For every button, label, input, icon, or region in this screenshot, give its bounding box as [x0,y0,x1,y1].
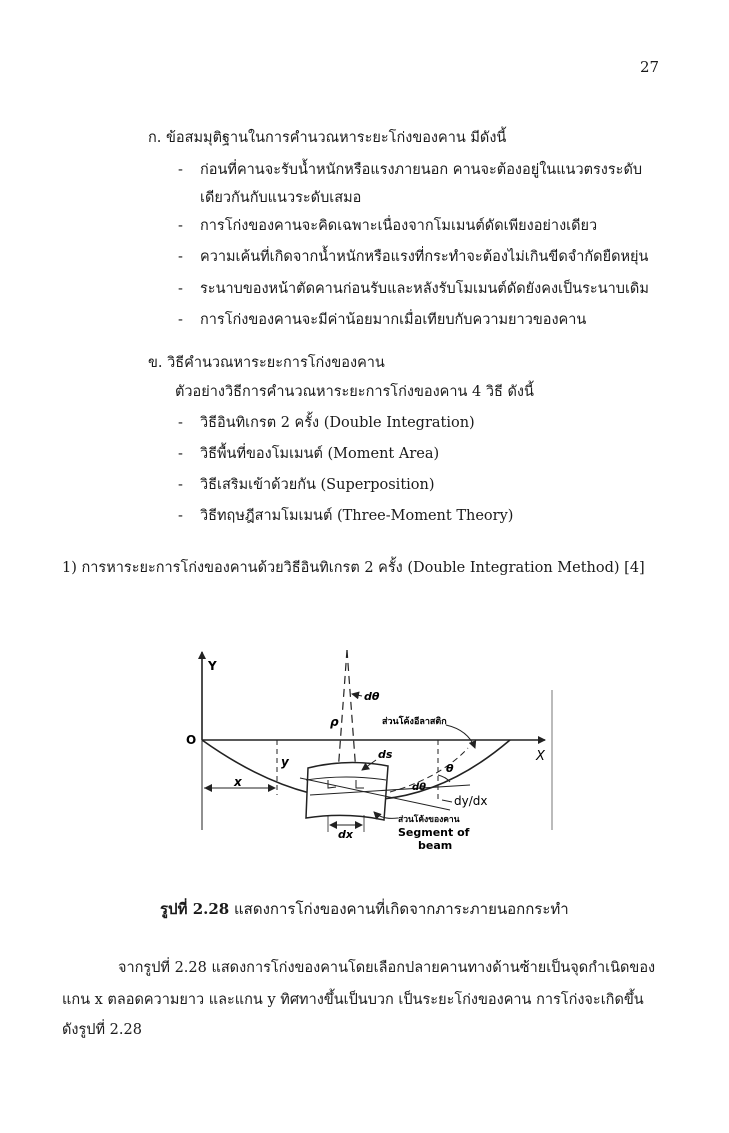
list-item-text: การโก่งของคานจะมีค่าน้อยมากเมื่อเทียบกับความยาวของคาน [200,312,587,328]
method-text: วิธีอินทิเกรต 2 ครั้ง (Double Integration) [200,415,475,431]
theta-label: θ [446,762,454,775]
method-item [178,506,513,526]
bullet-dash: - [178,477,183,493]
bullet-dash: - [178,281,183,297]
method-text: วิธีเสริมเข้าด้วยกัน (Superposition) [200,477,435,493]
list-item-text: ระนาบของหน้าตัดคานก่อนรับและหลังรับโมเมนต์ดัดยังคงเป็นระนาบเดิม [200,281,649,297]
dtheta-mid-label: dθ [412,782,427,793]
beam-deflection-diagram [150,640,570,855]
section-b-intro: ตัวอย่างวิธีการคำนวณหาระยะการโก่งของคาน 4 วิธี ดังนี้ [175,384,534,400]
method-item [178,444,439,464]
method-item [178,413,475,433]
paragraph-line-1: จากรูปที่ 2.28 แสดงการโก่งของคานโดยเลือกปลายคานทางด้านซ้ายเป็นจุดกำเนิดของ [118,960,656,976]
beam-deflection-figure [150,640,570,855]
elastic-curve-callout [446,725,475,748]
dtheta-top-arrow [352,694,362,696]
figure-caption-label: รูปที่ 2.28 [160,900,230,918]
bullet-dash: - [178,162,183,178]
page-number: 27 [640,58,660,76]
section-a-heading: ก. ข้อสมมุติฐานในการคำนวณหาระยะโก่งของคาน มีดังนี้ [148,130,507,146]
bullet-dash: - [178,446,183,462]
list-item [178,216,597,236]
paragraph-line-3: ดังรูปที่ 2.28 [62,1022,142,1038]
list-item-text: ก่อนที่คานจะรับน้ำหนักหรือแรงภายนอก คานจะต้องอยู่ในแนวตรงระดับ [200,162,643,178]
segment-en-label-2: beam [418,839,453,852]
list-item-text: การโก่งของคานจะคิดเฉพาะเนื่องจากโมเมนต์ดัดเพียงอย่างเดียว [200,218,598,234]
section-b-heading: ข. วิธีคำนวณหาระยะการโก่งของคาน [148,355,385,371]
bullet-dash: - [178,508,183,524]
elastic-curve-label: ส่วนโค้งอีลาสติก [382,717,447,727]
method-text: วิธีพื้นที่ของโมเมนต์ (Moment Area) [200,446,440,462]
y-dimension-label: y [281,755,289,769]
list-item [178,310,586,330]
slope-leader [442,800,452,802]
list-item [178,247,648,267]
paragraph-line-2: แกน x ตลอดความยาว และแกน y ทิศทางขึ้นเป็นบวก เป็นระยะโก่งของคาน การโก่งจะเกิดขึ้น [62,992,644,1008]
list-item-continuation: เดียวกันกับแนวระดับเสมอ [200,190,362,206]
dtheta-top-label: dθ [364,690,380,703]
subsection-1-heading: 1) การหาระยะการโก่งของคานด้วยวิธีอินทิเกรต 2 ครั้ง (Double Integration Method) [4] [62,560,645,576]
ds-label: ds [378,748,393,761]
bullet-dash: - [178,415,183,431]
bullet-dash: - [178,312,183,328]
bullet-dash: - [178,218,183,234]
dx-label: dx [338,828,353,841]
bullet-dash: - [178,249,183,265]
figure-caption-text: แสดงการโก่งของคานที่เกิดจากภาระภายนอกกระทำ [234,900,569,918]
origin-label: O [186,733,197,747]
segment-thai-label: ส่วนโค้งของคาน [398,815,460,825]
slope-label: dy/dx [454,794,488,808]
segment-en-label-1: Segment of [398,826,470,839]
method-text: วิธีทฤษฎีสามโมเมนต์ (Three-Moment Theory) [200,508,514,524]
figure-caption [160,897,569,921]
rho-label: ρ [330,715,339,729]
list-item [178,279,649,299]
list-item-text: ความเค้นที่เกิดจากน้ำหนักหรือแรงที่กระทำจะต้องไม่เกินขีดจำกัดยืดหยุ่น [200,249,649,265]
list-item [178,160,642,180]
method-item [178,475,435,495]
y-axis-label: Y [208,659,217,673]
x-dimension-label: x [234,775,242,789]
x-axis-label: X [536,749,545,764]
